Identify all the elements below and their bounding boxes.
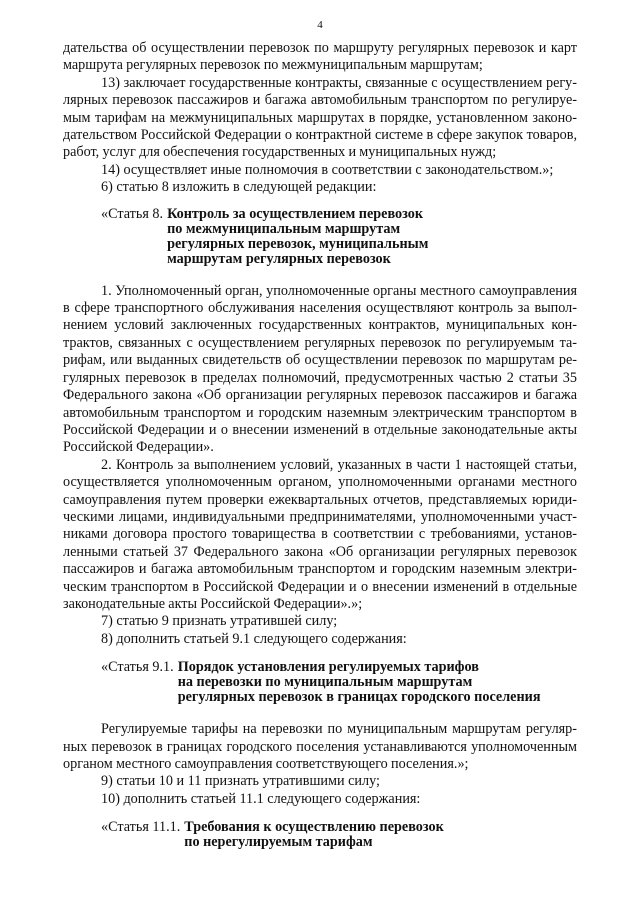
article-title-line: по межмуниципальным маршрутам xyxy=(167,220,401,237)
list-item-14: 14) осуществляет иные полномочия в соответствии с законодательством.»; xyxy=(101,161,554,178)
article-title-line: Контроль за осуществлением перевозок xyxy=(167,205,424,222)
text-line: Российской Федерации и о внесении изменений в отдельные законодательные акты xyxy=(63,421,577,438)
text-line: трактов, связанных с осуществлением регулярных перевозок по регулируемым та- xyxy=(63,334,577,351)
text-line: ных перевозок в границах городского поселения устанавливаются уполномоченным xyxy=(63,738,577,755)
article-title-line: регулярных перевозок, муниципальным xyxy=(167,235,429,252)
text-line: в сфере транспортного обслуживания населения осуществляют контроль за выпол- xyxy=(63,300,577,317)
article-label: «Статья 11.1. xyxy=(101,819,181,836)
text-line: 1. Уполномоченный орган, уполномоченные органы местного самоуправления xyxy=(101,282,577,299)
text-line: пассажиров и багажа автомобильным транспортом и городским наземным электри- xyxy=(63,561,577,578)
text-line: дательством Российской Федерации о контрактной системе в сфере закупок товаров, xyxy=(63,127,577,144)
text-line: гулярных перевозок в пределах полномочий, предусмотренных частью 2 статьи 35 xyxy=(63,369,577,386)
article-9-1-body xyxy=(63,721,577,773)
article-label: «Статья 9.1. xyxy=(101,659,174,676)
article-title-line: маршрутам регулярных перевозок xyxy=(167,250,391,267)
text-line: органом местного самоуправления соответствующего поселения.»; xyxy=(63,756,469,772)
list-item-10: 10) дополнить статьей 11.1 следующего содержания: xyxy=(101,790,421,807)
article-title-line: регулярных перевозок в границах городского поселения xyxy=(177,689,541,706)
text-line: 13) заключает государственные контракты, связанные с осуществлением регу- xyxy=(101,74,577,91)
list-item-6: 6) статью 8 изложить в следующей редакции: xyxy=(101,179,377,196)
article-8-heading xyxy=(63,207,577,267)
text-line: дательства об осуществлении перевозок по маршруту регулярных перевозок и карт xyxy=(63,40,577,56)
text-line: автомобильным транспортом и городским наземным электрическим транспортом в xyxy=(63,404,577,421)
article-title-line: по нерегулируемым тарифам xyxy=(184,834,373,851)
article-title-line: на перевозки по муниципальным маршрутам xyxy=(177,674,473,691)
text-line: осуществляется уполномоченным органом, уполномоченными органами местного xyxy=(63,474,577,491)
page-number: 4 xyxy=(317,19,323,31)
article-11-1-heading xyxy=(63,820,577,850)
text-line: 2. Контроль за выполнением условий, указанных в части 1 настоящей статьи, xyxy=(101,456,577,473)
list-item-7: 7) статью 9 признать утратившей силу; xyxy=(101,613,338,630)
document-body xyxy=(63,40,577,859)
text-line: ческим транспортом в Российской Федерации и о внесении изменений в отдельные xyxy=(63,578,577,595)
article-title-line: Порядок установления регулируемых тарифов xyxy=(177,659,479,676)
article-label: «Статья 8. xyxy=(101,205,164,222)
text-line: Российской Федерации». xyxy=(63,439,214,456)
article-title xyxy=(167,207,428,267)
article-8-part-1 xyxy=(63,283,577,457)
text-line: маршрута регулярных перевозок по межмуниципальным маршрутам; xyxy=(63,57,483,74)
list-item-13 xyxy=(63,75,577,162)
list-item-8: 8) дополнить статьей 9.1 следующего содержания: xyxy=(101,630,407,647)
text-line: ческими лицами, индивидуальными предпринимателями, уполномоченными участ- xyxy=(63,508,577,525)
article-title xyxy=(184,820,444,850)
list-item-9: 9) статьи 10 и 11 признать утратившими силу; xyxy=(101,773,380,790)
text-line: мым тарифам на межмуниципальных маршрутах в порядке, установленном законо- xyxy=(63,109,577,126)
text-line: рифам, или выданных свидетельств об осуществлении перевозок по маршрутам ре- xyxy=(63,352,577,369)
text-line: нением условий заключенных государственных контрактов, муниципальных кон- xyxy=(63,317,577,334)
paragraph-continuation xyxy=(63,40,577,75)
article-9-1-heading xyxy=(63,660,577,705)
text-line: Регулируемые тарифы на перевозки по муниципальным маршрутам регуляр- xyxy=(101,721,577,738)
text-line: Федерального закона «Об организации регулярных перевозок пассажиров и багажа xyxy=(63,387,577,404)
article-title-line: Требования к осуществлению перевозок xyxy=(184,819,444,836)
text-line: самоуправления путем проверки ежеквартальных отчетов, представляемых юриди- xyxy=(63,491,577,508)
article-title xyxy=(178,660,541,705)
text-line: лярных перевозок пассажиров и багажа автомобильным транспортом по регулируе- xyxy=(63,92,577,109)
text-line: работ, услуг для обеспечения государственных и муниципальных нужд; xyxy=(63,144,497,161)
text-line: законодательные акты Российской Федерации».»; xyxy=(63,595,363,612)
article-8-part-2 xyxy=(63,457,577,614)
text-line: никами договора простого товарищества в соответствии с требованиями, установ- xyxy=(63,526,577,543)
text-line: ленными статьей 37 Федерального закона «Об организации регулярных перевозок xyxy=(63,543,577,560)
